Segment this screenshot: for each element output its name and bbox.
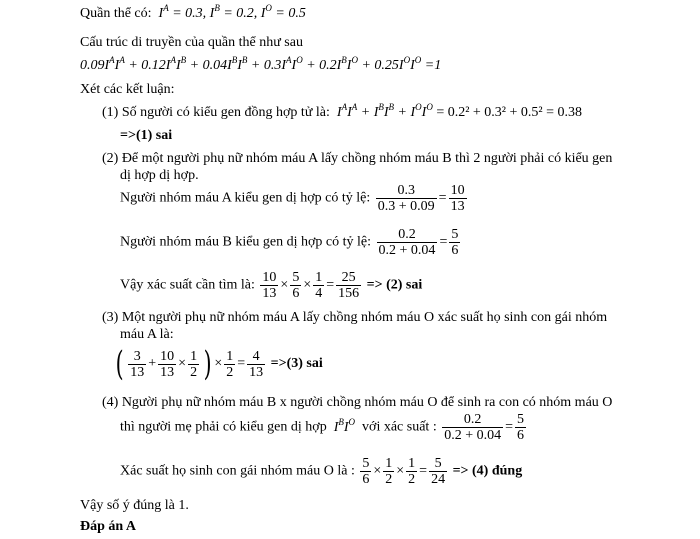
conclusions-label: Xét các kết luận: (80, 82, 175, 97)
conclusion-2-text-b: dị hợp dị hợp. (120, 168, 199, 183)
fraction: $\frac{25}{156}$ (338, 270, 360, 301)
conclusion-4-text: (4) Người phụ nữ nhóm máu B x người chồng nhóm máu O để sinh ra con có nhóm máu O (102, 395, 613, 410)
fraction: $\frac{5}{6}$ (362, 456, 370, 487)
conclusion-1-line: (1) Số người có kiểu gen đồng hợp tử là: $I^AI^A + I^BI^B + I^OI^O = 0.2^2 + 0.3^2 + 0.5^2 = 0.38$ (102, 102, 582, 120)
fraction: $\frac{4}{13}$ (249, 348, 264, 380)
fraction: $\frac{0.2}{0.2 + 0.04}$ (444, 412, 502, 443)
conclusion-3-text: (3) Một người phụ nữ nhóm máu A lấy chồng nhóm máu O xác suất họ sinh con gái nhóm (102, 310, 608, 325)
frequency-formula: $I^A = 0.3$, $I^B = 0.2$, $I^O = 0.5$ (155, 3, 306, 21)
conclusion-4-heterozygous-line: thì người mẹ phải có kiểu gen dị hợp $I^BI^O$ với xác suất : $\frac{0.2}{0.2 + 0.04}$ = $\frac{5}{6}$ (120, 412, 525, 443)
fraction: $\frac{1}{2}$ (226, 348, 234, 380)
fraction: $\frac{10}{13}$ (262, 270, 277, 301)
fraction: $\frac{1}{2}$ (408, 456, 416, 487)
conclusion-4-probability: Xác suất họ sinh con gái nhóm máu O là : $\frac{5}{6}$ × $\frac{1}{2}$ × $\frac{1}{2}$ = $\frac{5}{24}$ => (4) đúng (120, 456, 523, 487)
fraction: $\frac{10}{13}$ (450, 183, 465, 214)
population-line: Quần thể có: $I^A = 0.3$, $I^B = 0.2$, $I^O = 0.5$ (80, 3, 306, 21)
conclusion-1-verdict: =>(1) sai (120, 128, 173, 143)
fraction: $\frac{5}{6}$ (451, 227, 459, 258)
fraction: $\frac{0.2}{0.2 + 0.04}$ (378, 227, 436, 258)
summary-line: Vậy số ý đúng là 1. (80, 498, 189, 513)
fraction: $\frac{3}{13}$ (130, 348, 145, 380)
structure-label: Cấu trúc di truyền của quần thể như sau (80, 35, 303, 50)
fraction: $\frac{1}{2}$ (385, 456, 393, 487)
conclusion-3-text-b: máu A là: (120, 327, 174, 342)
blood-b-heterozygous-line: Người nhóm máu B kiểu gen dị hợp có tỷ lệ: $\frac{0.2}{0.2 + 0.04}$ = $\frac{5}{6}$ (120, 227, 459, 258)
fraction: $\frac{10}{13}$ (160, 348, 175, 380)
fraction: $\frac{1}{2}$ (190, 348, 198, 380)
blood-a-heterozygous-line: Người nhóm máu A kiểu gen dị hợp có tỷ lệ: $\frac{0.3}{0.3 + 0.09}$ = $\frac{10}{13}$ (120, 183, 465, 214)
genetic-structure-formula: $0.09I^AI^A + 0.12I^AI^B + 0.04I^BI^B + 0.3I^AI^O + 0.2I^BI^O + 0.25I^OI^O =1$ (80, 55, 442, 73)
conclusion-2-text: (2) Để một người phụ nữ nhóm máu A lấy chồng nhóm máu B thì 2 người phải có kiểu gen (102, 151, 613, 166)
conclusion-3-formula: ( $\frac{3}{13}$ + $\frac{10}{13}$ × $\frac{1}{2}$ ) × $\frac{1}{2}$ = $\frac{4}{13}$ =>(3) sai (115, 344, 323, 384)
genotype-formula: $I^BI^O$ (330, 416, 356, 435)
homozygous-formula: $I^AI^A + I^BI^B + I^OI^O$ (333, 102, 433, 120)
fraction: $\frac{0.3}{0.3 + 0.09}$ (377, 183, 435, 214)
fraction: $\frac{5}{6}$ (517, 412, 525, 443)
answer-line: Đáp án A (80, 519, 137, 534)
fraction: $\frac{5}{6}$ (292, 270, 300, 301)
fraction: $\frac{5}{24}$ (431, 456, 446, 487)
conclusion-2-probability: Vậy xác suất cần tìm là: $\frac{10}{13}$ × $\frac{5}{6}$ × $\frac{1}{4}$ = $\frac{25}{156}$ => (2) sai (120, 270, 423, 301)
fraction: $\frac{1}{4}$ (315, 270, 323, 301)
